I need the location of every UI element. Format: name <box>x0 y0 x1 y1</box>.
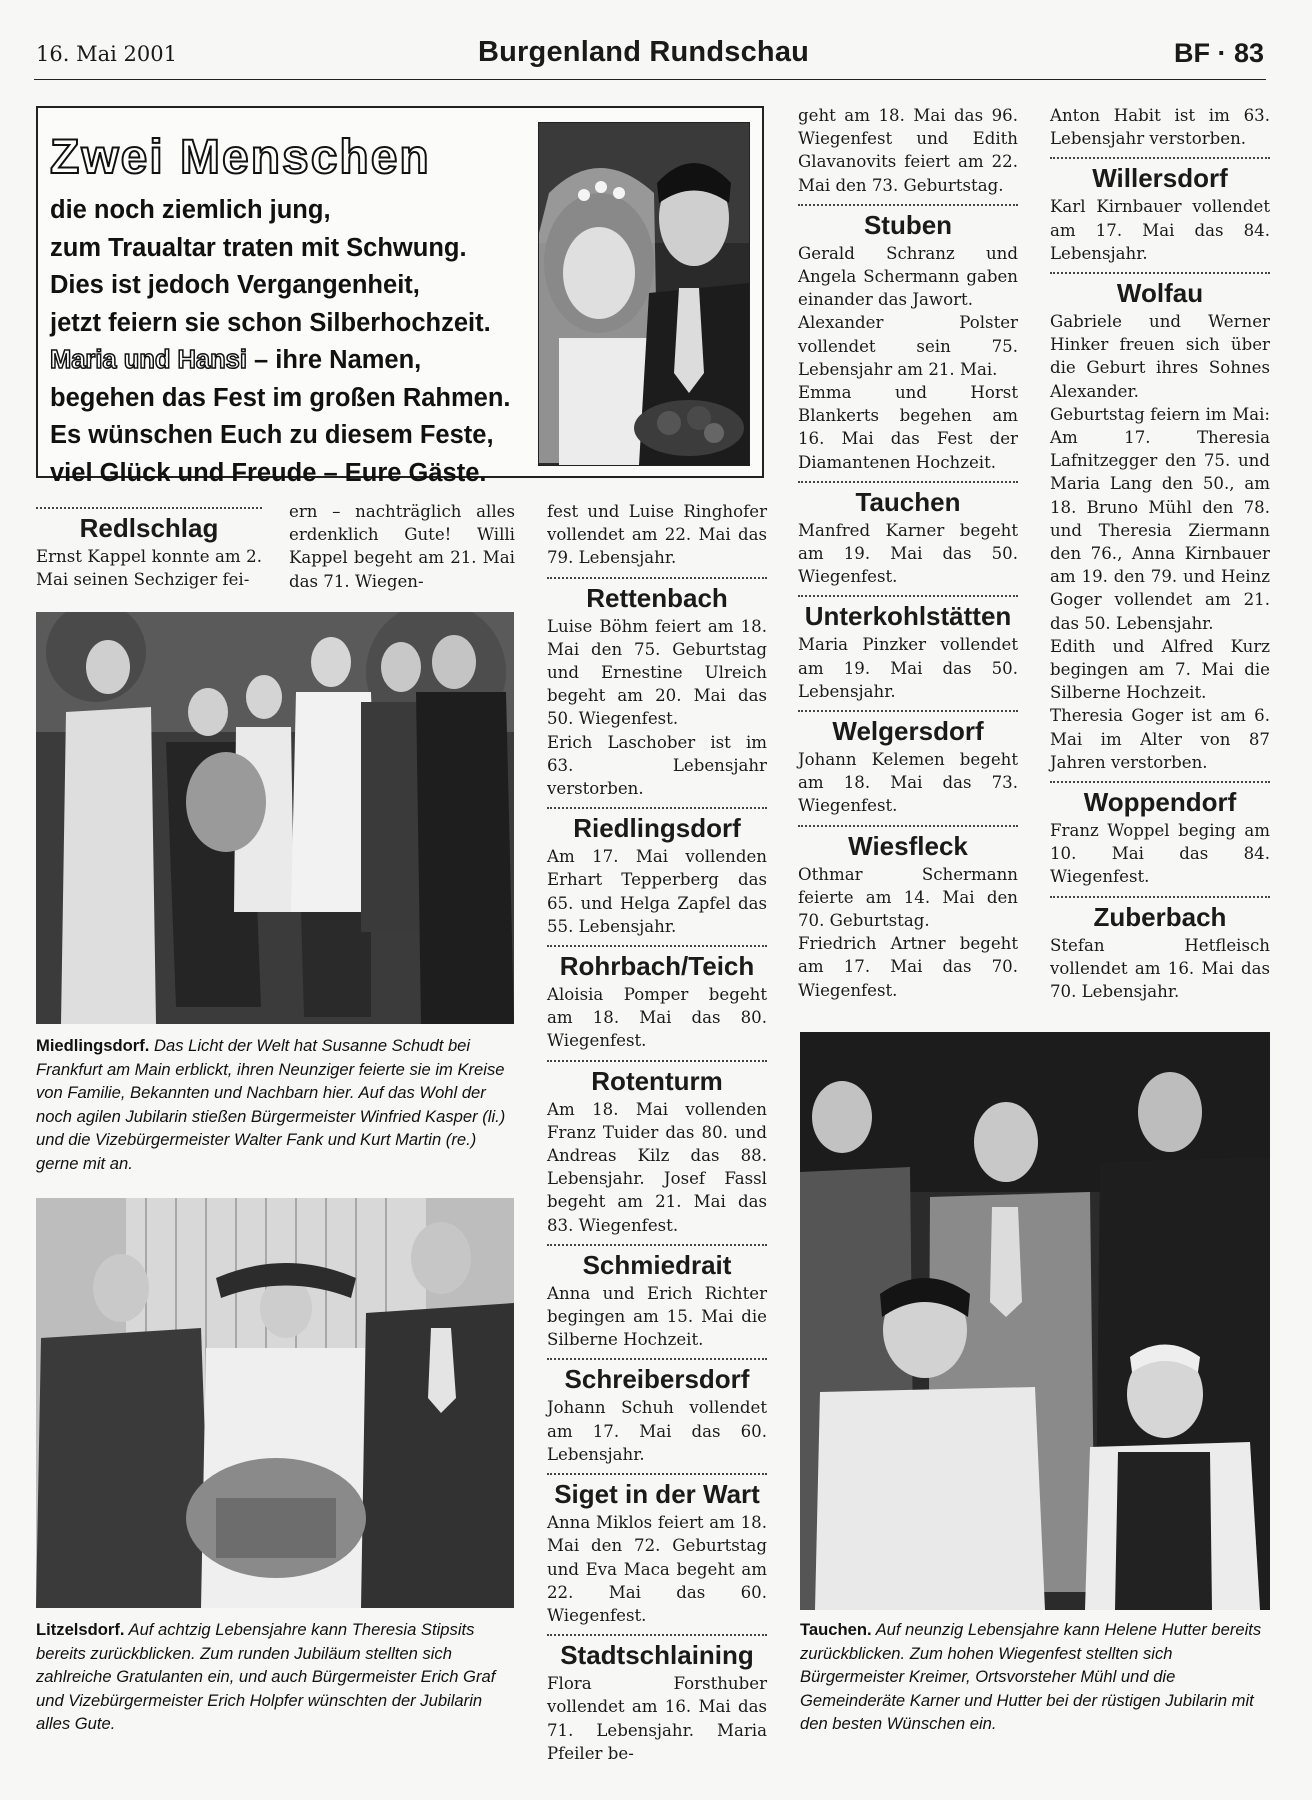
section-heading-siget: Siget in der Wart <box>554 1479 760 1510</box>
section-divider <box>36 507 262 509</box>
section-divider <box>547 1060 767 1062</box>
newspaper-title: Burgenland Rundschau <box>478 36 810 68</box>
section-text: Geburtstag feiern im Mai: Am 17. Theresia Lafnitzegger den 75. und Maria Lang den 50., am 18. Bruno Mühl den 78. und Theresia Ziermann den 76., Anna Kirnbauer am 19. den 79. und Heinz Goger vollendet am 21. das 50. Lebensjahr. <box>1050 404 1270 633</box>
section-heading-redlschlag: Redlschlag <box>79 513 219 543</box>
section-text: geht am 18. Mai das 96. Wiegenfest und Edith Glavanovits feiert am 22. Mai den 73. Geburtstag. <box>798 106 1018 195</box>
section-heading-rettenbach: Rettenbach <box>586 582 728 613</box>
caption-place: Tauchen. <box>800 1620 872 1639</box>
poem-line: Dies ist jedoch Vergangenheit, <box>50 271 420 299</box>
section-text: Erich Laschober ist im 63. Lebensjahr verstorben. <box>547 732 767 799</box>
section-text: Emma und Horst Blankerts begehen am 16. Mai das Fest der Diamantenen Hochzeit. <box>798 383 1018 472</box>
section-divider <box>547 1473 767 1475</box>
section-text: Maria Pinzker vollendet am 19. Mai das 50. Lebensjahr. <box>798 635 1018 701</box>
section-heading-wolfau: Wolfau <box>1116 278 1204 309</box>
section-divider <box>547 1634 767 1636</box>
section-text: Anton Habit ist im 63. Lebensjahr verstorben. <box>1050 106 1270 149</box>
caption-text: Das Licht der Welt hat Susanne Schudt bei Frankfurt am Main erblickt, ihren Neunziger feierte sie im Kreise von Familie, Bekannten und Nachbarn hier. Auf das Wohl der noch agilen Jubilarin stießen Bürgermeister Winfried Kasper (li.) und die Vizebürgermeister Walter Fank und Kurt Martin (re.) gerne mit an. <box>36 1036 506 1173</box>
section-text: Karl Kirnbauer vollendet am 17. Mai das 84. Lebensjahr. <box>1050 197 1270 263</box>
column-3 <box>547 500 767 1765</box>
section-text: Ernst Kappel konnte am 2. Mai seinen Sechziger fei- <box>36 547 262 590</box>
section-text: Anna Miklos feiert am 18. Mai den 72. Geburtstag und Eva Maca begeht am 22. Mai das 60. Wiegenfest. <box>547 1513 767 1625</box>
photo-miedlingsdorf <box>36 612 514 1024</box>
poem-line <box>50 342 511 380</box>
section-heading-rohrbach: Rohrbach/Teich <box>559 951 755 982</box>
poem-names: Maria und Hansi <box>50 346 247 374</box>
caption-text: Auf neunzig Lebensjahre kann Helene Hutter bereits zurückblicken. Zum hohen Wiegenfest stellten sich Bürgermeister Kreimer, Ortsvorsteher Mühl und die Gemeinderäte Karner und Hutter bei der rüstigen Jubilarin mit den besten Wünschen ein. <box>800 1620 1262 1733</box>
header-rule <box>34 79 1266 80</box>
caption-tauchen <box>800 1618 1272 1736</box>
column-5 <box>1050 104 1270 1003</box>
caption-text: Auf achtzig Lebensjahre kann Theresia Stipsits bereits zurückblicken. Zum runden Jubiläum stellten sich zahlreiche Gratulanten ein, und auch Bürgermeister Erich Graf und Vizebürgermeister Erich Holpfer wünschten der Jubilarin alles Gute. <box>36 1620 496 1733</box>
section-text: Manfred Karner begeht am 19. Mai das 50. Wiegenfest. <box>798 520 1018 587</box>
section-heading-willersdorf: Willersdorf <box>1092 163 1228 194</box>
section-text: Stefan Hetfleisch vollendet am 16. Mai das 70. Lebensjahr. <box>1050 935 1270 1002</box>
issue-date: 16. Mai 2001 <box>36 42 177 66</box>
wedding-photo <box>538 122 750 466</box>
poem-title: Zwei Menschen <box>50 131 431 184</box>
poem-line-rest: – ihre Namen, <box>246 346 422 374</box>
poem-text <box>50 192 511 492</box>
section-divider <box>1050 896 1270 898</box>
section-text: Friedrich Artner begeht am 17. Mai das 70. Wiegenfest. <box>798 934 1018 1000</box>
caption-place: Litzelsdorf. <box>36 1620 125 1639</box>
section-divider <box>798 481 1018 483</box>
caption-place: Miedlingsdorf. <box>36 1036 150 1055</box>
section-text: Anna und Erich Richter begingen am 15. Mai die Silberne Hochzeit. <box>547 1283 767 1350</box>
section-divider <box>547 1358 767 1360</box>
section-heading-zuberbach: Zuberbach <box>1093 901 1227 932</box>
section-heading-schmiedrait: Schmiedrait <box>582 1249 732 1280</box>
photo-litzelsdorf <box>36 1198 514 1608</box>
section-divider <box>1050 781 1270 783</box>
section-divider <box>547 945 767 947</box>
section-text: Flora Forsthuber vollendet am 16. Mai das 71. Lebensjahr. Maria Pfeiler be- <box>547 1674 767 1763</box>
section-text: Alexander Polster vollendet sein 75. Lebensjahr am 21. Mai. <box>798 313 1018 379</box>
poem-line: viel Glück und Freude – Eure Gäste. <box>50 458 487 487</box>
section-text: Othmar Schermann feierte am 14. Mai den 70. Geburtstag. <box>798 864 1018 931</box>
section-heading-wiesfleck: Wiesfleck <box>848 830 968 861</box>
section-heading-stuben: Stuben <box>863 209 953 240</box>
section-heading-woppendorf: Woppendorf <box>1083 787 1237 818</box>
poem-line: begehen das Fest im großen Rahmen. <box>50 383 511 412</box>
section-heading-tauchen: Tauchen <box>855 486 961 517</box>
section-divider <box>798 825 1018 827</box>
section-divider <box>547 577 767 579</box>
column-4 <box>798 104 1018 1002</box>
section-text: Gerald Schranz und Angela Schermann gaben einander das Jawort. <box>798 243 1018 310</box>
section-text: fest und Luise Ringhofer vollendet am 22. Mai das 79. Lebensjahr. <box>547 502 767 568</box>
section-heading-rotenturm: Rotenturm <box>591 1065 723 1096</box>
section-heading-unterkohlstaetten: Unterkohlstätten <box>804 601 1012 632</box>
section-divider <box>547 807 767 809</box>
section-text: Luise Böhm feiert am 18. Mai den 75. Geburtstag und Ernestine Ulreich begeht am 20. Mai das 50. Wiegenfest. <box>547 616 767 729</box>
section-text: ern – nachträglich alles erdenklich Gute! Willi Kappel begeht am 21. Mai das 71. Wiegen- <box>289 502 515 591</box>
section-text: Theresia Goger ist am 6. Mai im Alter von 87 Jahren verstorben. <box>1050 706 1270 772</box>
section-text: Franz Woppel beging am 10. Mai das 84. Wiegenfest. <box>1050 821 1270 887</box>
section-text: Gabriele und Werner Hinker freuen sich über die Geburt ihres Sohnes Alexander. <box>1050 312 1270 401</box>
section-text: Johann Schuh vollendet am 17. Mai das 60. Lebensjahr. <box>547 1398 767 1464</box>
section-heading-riedlingsdorf: Riedlingsdorf <box>573 813 741 844</box>
poem-line: zum Traualtar traten mit Schwung. <box>50 233 467 262</box>
poem-line: jetzt feiern sie schon Silberhochzeit. <box>50 308 491 337</box>
section-divider <box>798 595 1018 597</box>
caption-litzelsdorf <box>36 1618 514 1736</box>
photo-tauchen <box>800 1032 1270 1610</box>
section-text: Johann Kelemen begeht am 18. Mai das 73. Wiegenfest. <box>798 750 1018 816</box>
section-divider <box>1050 272 1270 274</box>
poem-line: die noch ziemlich jung, <box>50 196 331 224</box>
section-text: Am 17. Mai vollenden Erhart Tepperberg das 65. und Helga Zapfel das 55. Lebensjahr. <box>547 847 767 936</box>
column-2-top <box>289 500 515 593</box>
section-heading-stadtschlaining: Stadtschlaining <box>560 1640 754 1671</box>
column-1 <box>36 500 262 591</box>
section-text: Aloisia Pomper begeht am 18. Mai das 80. Wiegenfest. <box>547 985 767 1051</box>
section-heading-welgersdorf: Welgersdorf <box>832 716 984 747</box>
section-divider <box>1050 157 1270 159</box>
caption-miedlingsdorf <box>36 1034 514 1175</box>
page-number: BF · 83 <box>1173 38 1264 68</box>
section-heading-schreibersdorf: Schreibersdorf <box>564 1364 750 1395</box>
section-divider <box>798 204 1018 206</box>
section-text: Edith und Alfred Kurz begingen am 7. Mai die Silberne Hochzeit. <box>1050 636 1270 703</box>
section-divider <box>547 1244 767 1246</box>
poem-line: Es wünschen Euch zu diesem Feste, <box>50 421 494 449</box>
anniversary-poem-box <box>36 106 764 487</box>
section-divider <box>798 710 1018 712</box>
section-text: Am 18. Mai vollenden Franz Tuider das 80. und Andreas Kilz das 88. Lebensjahr. Josef Fassl begeht am 21. Mai das 83. Wiegenfest. <box>547 1099 767 1235</box>
